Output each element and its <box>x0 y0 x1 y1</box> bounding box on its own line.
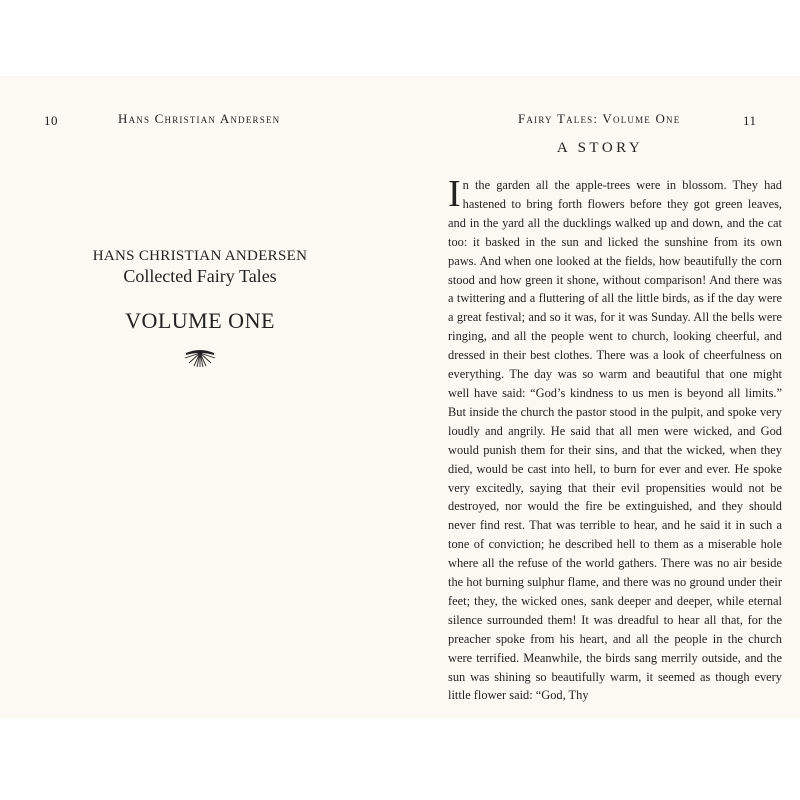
half-title-collection: Collected Fairy Tales <box>123 266 277 286</box>
story-title: A STORY <box>556 140 644 156</box>
sunburst-ornament-icon <box>183 348 217 368</box>
drop-cap: I <box>448 173 461 215</box>
right-page <box>400 76 800 718</box>
left-page <box>0 76 400 718</box>
running-head-left: Hans Christian Andersen <box>118 111 281 126</box>
page-number-right: 11 <box>743 113 757 128</box>
half-title-author: HANS CHRISTIAN ANDERSEN <box>92 248 308 264</box>
book-spread <box>0 76 800 718</box>
story-body-text: n the garden all the apple-trees were in blossom. They had hastened to bring forth flowers before they got green leaves, and in the yard all the ducklings walked up and down, and the cat too: it basked in the sun and licked the sunshine from its own paws. And when one looked at the fields, how beautifully the corn stood and how green it shone, without comparison! And there was a twittering and a fluttering of all the little birds, as if the day were a great festival; and so it was, for it was Sunday. All the bells were ringing, and all the people went to church, looking cheerful, and dressed in their best clothes. There was a look of cheerfulness on everything. The day was so warm and beautiful that one might well have said: “God’s kindness to us men is beyond all limits.” But inside the church the pastor stood in the pulpit, and spoke very loudly and angrily. He said that all men were wicked, and God would punish them for their sins, and that the wicked, when they died, would be cast into hell, to burn for ever and ever. He spoke very excitedly, saying that their evil propensities would not be destroyed, nor would the fire be extinguished, and they should never find rest. That was terrible to hear, and he said it in such a tone of conviction; he described hell to them as a miserable hole where all the refuse of the world gathers. There was no air beside the hot burning sulphur flame, and there was no ground under their feet; they, the wicked ones, sank deeper and deeper, while eternal silence surrounded them! It was dreadful to hear all that, for the preacher spoke from his heart, and all the people in the church were terrified. Meanwhile, the birds sang merrily outside, and the sun was shining so beautifully warm, it seemed as though every little flower said: “God, Thy <box>448 178 782 703</box>
half-title-volume: VOLUME ONE <box>125 308 275 333</box>
page-number-left: 10 <box>44 113 58 128</box>
running-head-right: Fairy Tales: Volume One <box>518 111 681 126</box>
story-body <box>448 173 782 705</box>
